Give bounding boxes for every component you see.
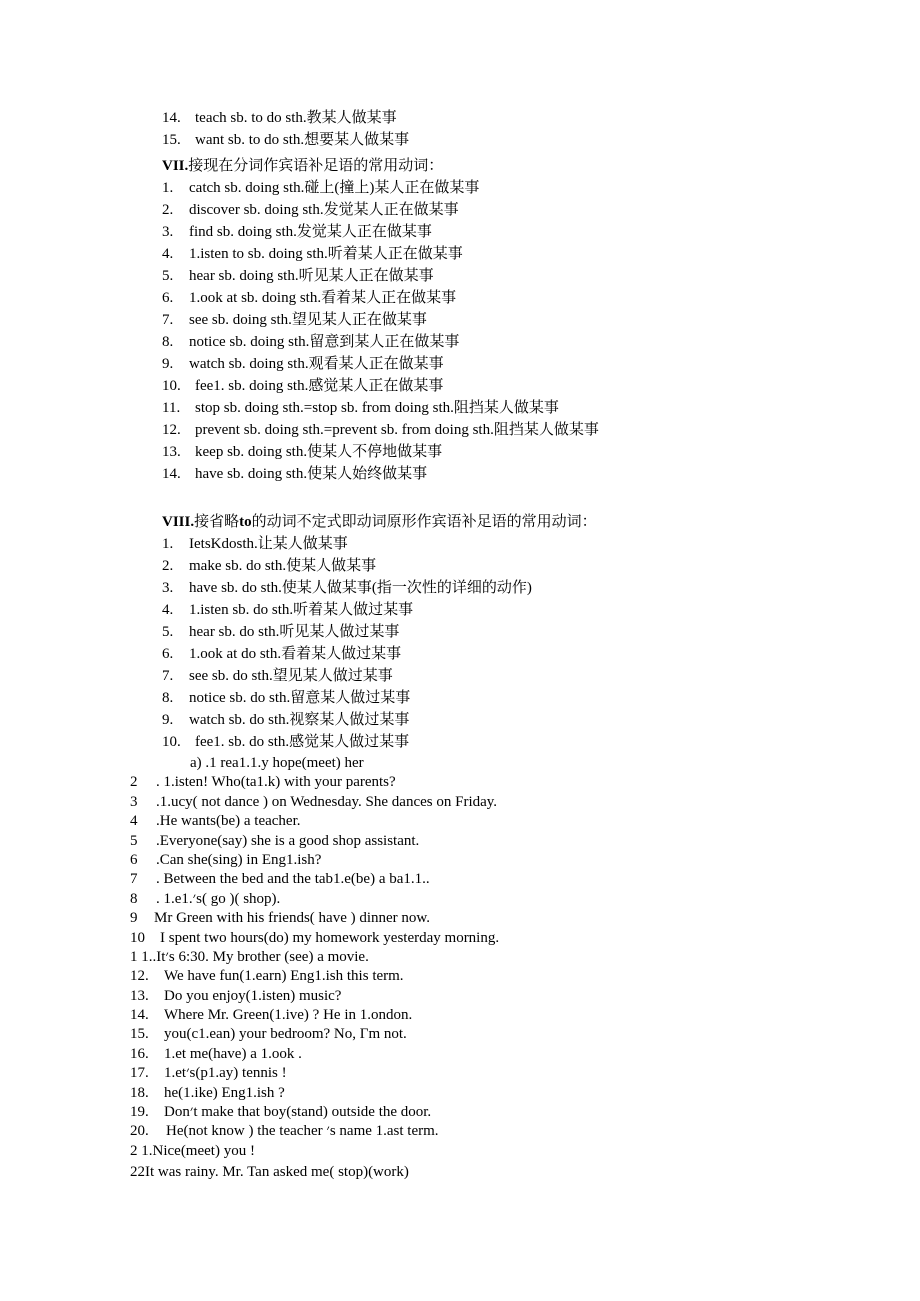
section-viii: [0, 511, 597, 753]
list-item: 13. keep sb. doing sth.使某人不停地做某事: [162, 444, 443, 460]
section-heading: VIII.接省略to的动词不定式即动词原形作宾语补足语的常用动词：: [162, 514, 597, 530]
exercise-item: 5 .Everyone(say) she is a good shop assistant.: [130, 832, 420, 849]
list-item: 11. stop sb. doing sth.=stop sb. from doing sth.阻挡某人做某事: [162, 400, 559, 416]
list-item: 1. IetsKdosth.让某人做某事: [162, 536, 348, 552]
exercise-item: 3 .1.ucy( not dance ) on Wednesday. She dances on Friday.: [130, 793, 498, 810]
list-item: 3. find sb. doing sth.发觉某人正在做某事: [162, 224, 432, 240]
exercise-item: 4 .He wants(be) a teacher.: [130, 813, 301, 830]
list-item: 9. watch sb. do sth.视察某人做过某事: [162, 712, 410, 728]
exercise-item: 17. 1.et׳s(p1.ay) tennis !: [130, 1065, 287, 1082]
section-vii: [0, 155, 599, 485]
exercise-item: 14. Where Mr. Green(1.ive) ? He in 1.ondon.: [130, 1007, 413, 1024]
list-item: 7. see sb. doing sth.望见某人正在做某事: [162, 312, 427, 328]
exercise-item: 22It was rainy. Mr. Tan asked me( stop)(work): [130, 1164, 409, 1181]
exercise-item: 15. you(c1.ean) your bedroom? No, Γm not.: [130, 1026, 407, 1043]
exercise-item: 6 .Can she(sing) in Eng1.ish?: [130, 851, 322, 868]
exercise-item: 16. 1.et me(have) a 1.ook .: [130, 1045, 302, 1062]
exercise-item: 2 1.Nice(meet) you !: [130, 1142, 255, 1159]
list-item: 4. 1.isten to sb. doing sth.听着某人正在做某事: [162, 246, 463, 262]
exercise-item: 10 I spent two hours(do) my homework yesterday morning.: [130, 929, 500, 946]
list-item: 6. 1.ook at do sth.看着某人做过某事: [162, 646, 402, 662]
exercise-item: 7 . Between the bed and the tab1.e(be) a ba1.1..: [130, 871, 430, 888]
list-item: 10. fee1. sb. do sth.感觉某人做过某事: [162, 734, 410, 750]
exercise-item: 12. We have fun(1.earn) Eng1.ish this term.: [130, 968, 404, 985]
exercise-item: 2 . 1.isten! Who(ta1.k) with your parents?: [130, 774, 396, 791]
list-item: 12. prevent sb. doing sth.=prevent sb. from doing sth.阻挡某人做某事: [162, 422, 599, 438]
list-item: 15. want sb. to do sth.想要某人做某事: [162, 132, 410, 148]
list-item: 1. catch sb. doing sth.碰上(撞上)某人正在做某事: [162, 180, 480, 196]
section-heading: VII.接现在分词作宾语补足语的常用动词：: [162, 158, 444, 174]
list-item: 10. fee1. sb. doing sth.感觉某人正在做某事: [162, 378, 444, 394]
exercise-item: 9 Mr Green with his friends( have ) dinner now.: [130, 910, 431, 927]
exercise-item: a) .1 rea1.1.y hope(meet) her: [190, 755, 364, 771]
list-item: 7. see sb. do sth.望见某人做过某事: [162, 668, 393, 684]
list-vi-tail: [0, 107, 409, 151]
list-item: 8. notice sb. do sth.留意某人做过某事: [162, 690, 411, 706]
list-item: 2. discover sb. doing sth.发觉某人正在做某事: [162, 202, 459, 218]
list-item: 6. 1.ook at sb. doing sth.看着某人正在做某事: [162, 290, 457, 306]
exercise-list: [0, 754, 499, 1184]
exercise-item: 8 . 1.e1.׳s( go )( shop).: [130, 890, 281, 907]
list-item: 5. hear sb. doing sth.听见某人正在做某事: [162, 268, 434, 284]
list-item: 8. notice sb. doing sth.留意到某人正在做某事: [162, 334, 460, 350]
list-item: 14. teach sb. to do sth.教某人做某事: [162, 110, 397, 126]
list-item: 14. have sb. doing sth.使某人始终做某事: [162, 466, 428, 482]
list-item: 2. make sb. do sth.使某人做某事: [162, 558, 377, 574]
exercise-item: 18. he(1.ike) Eng1.ish ?: [130, 1084, 285, 1101]
list-item: 3. have sb. do sth.使某人做某事(指一次性的详细的动作): [162, 580, 532, 596]
exercise-item: 20. He(not know ) the teacher ׳s name 1.ast term.: [130, 1123, 439, 1140]
list-item: 9. watch sb. doing sth.观看某人正在做某事: [162, 356, 444, 372]
exercise-item: 13. Do you enjoy(1.isten) music?: [130, 987, 342, 1004]
exercise-item: 19. Don׳t make that boy(stand) outside the door.: [130, 1104, 432, 1121]
list-item: 4. 1.isten sb. do sth.听着某人做过某事: [162, 602, 414, 618]
list-item: 5. hear sb. do sth.听见某人做过某事: [162, 624, 400, 640]
exercise-item: 1 1..It׳s 6:30. My brother (see) a movie.: [130, 948, 369, 965]
